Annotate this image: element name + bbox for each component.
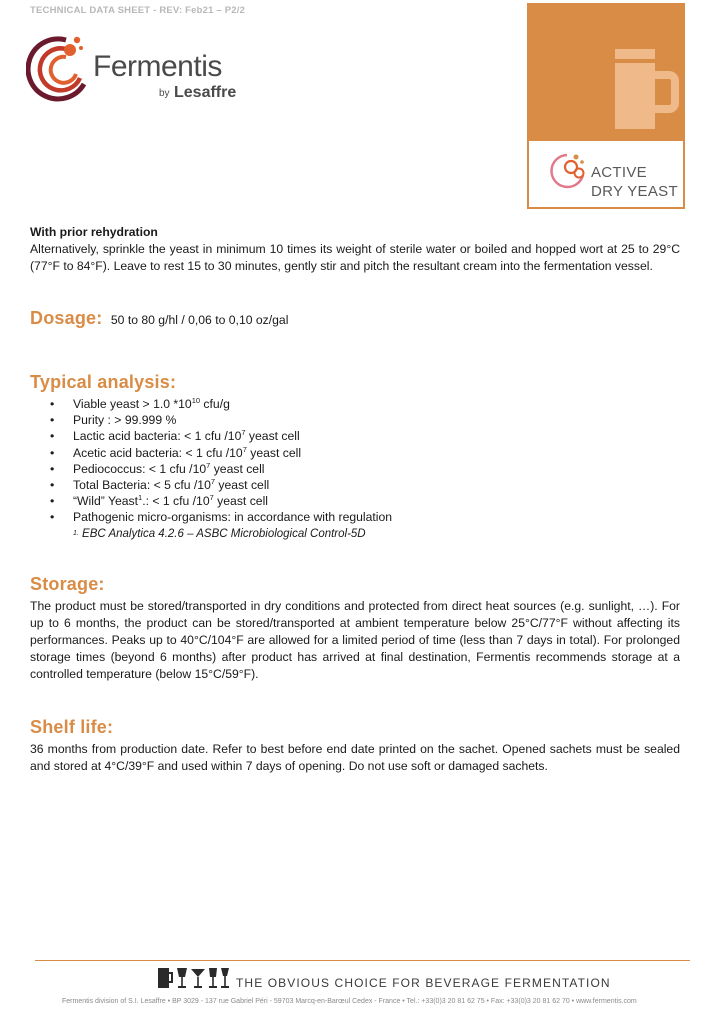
list-item: • Purity : > 99.999 % [50, 413, 177, 428]
typical-analysis-section [30, 372, 680, 542]
dosage-title: Dosage: [30, 308, 103, 328]
logo-by: by [159, 88, 170, 99]
list-item: • Pediococcus: < 1 cfu $/10^7$ yeast cell [50, 460, 265, 476]
beer-glass-icon [158, 968, 172, 988]
badge-bottom-panel [529, 141, 683, 207]
beer-mug-icon [611, 45, 681, 135]
storage-title: Storage: [30, 574, 105, 594]
rehydration-text: Alternatively, sprinkle the yeast in minimum 10 times its weight of sterile water or boiled and hopped wort at 25 to 29°C (77°F to 84°F). Leave to rest 15 to 30 minutes, gently stir and pitch the resultant cream into the fermentation vessel. [30, 242, 680, 273]
list-item: • “Wild” Yeast$^1$.: < 1 cfu $/10^7$ yeast cell [50, 493, 268, 509]
badge-line1: ACTIVE [591, 164, 647, 181]
yeast-cells-icon [549, 149, 589, 193]
badge-label [591, 163, 678, 201]
badge-line2: DRY YEAST [591, 183, 678, 200]
dosage-section [30, 308, 288, 329]
rehydration-section [30, 224, 680, 275]
shelf-life-text: 36 months from production date. Refer to best before end date printed on the sachet. Opened sachets must be sealed and stored at 4°C/39°F and used within 7 days of opening. Do not use soft or damaged sachets. [30, 742, 680, 773]
storage-text: The product must be stored/transported in dry conditions and protected from direct heat sources (e.g. sunlight, …). For up to 6 months, the product can be stored/transported at ambient temperature below 25°C/77°F without affecting its performances. Peaks up to 40°C/104°F are allowed for a limited period of time (less than 7 days in total). For prolonged storage times (beyond 6 months) after product has arrived at final destination, Fermentis recommends storage at a controlled temperature (below 15°C/59°F). [30, 599, 680, 681]
dosage-value: 50 to 80 g/hl / 0,06 to 0,10 oz/gal [110, 313, 289, 327]
list-item: • Pathogenic micro-organisms: in accordance with regulation [50, 510, 393, 525]
analysis-footnote: $^{1.}$ EBC Analytica 4.2.6 – ASBC Microbiological Control-5D [73, 527, 366, 540]
analysis-title: Typical analysis: [30, 372, 177, 392]
spirit-glass-icon [221, 968, 229, 988]
wine-glass-icon [177, 968, 187, 988]
footer-divider [35, 960, 690, 961]
storage-section [30, 574, 680, 683]
logo-brand: Fermentis [93, 50, 222, 83]
list-item: • Viable yeast > 1.0 $*10^{10}$ cfu/g [50, 396, 230, 411]
fermentis-swirl-logo-icon [26, 32, 92, 104]
badge-top-panel [529, 5, 683, 141]
list-item: • Acetic acid bacteria: < 1 cfu $/10^7$ yeast cell [50, 444, 302, 460]
flute-glass-icon [209, 968, 217, 988]
list-item: • Lactic acid bacteria: < 1 cfu $/10^7$ yeast cell [50, 428, 300, 444]
list-item: • Total Bacteria: < 5 cfu $/10^7$ yeast cell [50, 477, 270, 493]
active-dry-yeast-badge [527, 3, 685, 209]
shelf-life-section [30, 717, 680, 775]
footer-slogan: THE OBVIOUS CHOICE FOR BEVERAGE FERMENTATION [236, 976, 611, 990]
logo-parent: Lesaffre [174, 84, 237, 101]
shelf-life-title: Shelf life: [30, 717, 114, 737]
analysis-list [30, 396, 680, 526]
fermentis-logo [26, 32, 266, 112]
cocktail-glass-icon [191, 969, 205, 988]
footer-beverage-icons [158, 966, 230, 995]
rehydration-title: With prior rehydration [30, 225, 158, 239]
footer-address: Fermentis division of S.I. Lesaffre • BP 3029 - 137 rue Gabriel Péri - 59703 Marcq-en-Barœul Cedex - France • Tel.: +33(0)3 20 81 62 75 • Fax: +33(0)3 20 81 62 70 • www.fermentis.com [62, 998, 637, 1005]
header-reference: TECHNICAL DATA SHEET - REV: Feb21 – P2/2 [30, 5, 246, 16]
